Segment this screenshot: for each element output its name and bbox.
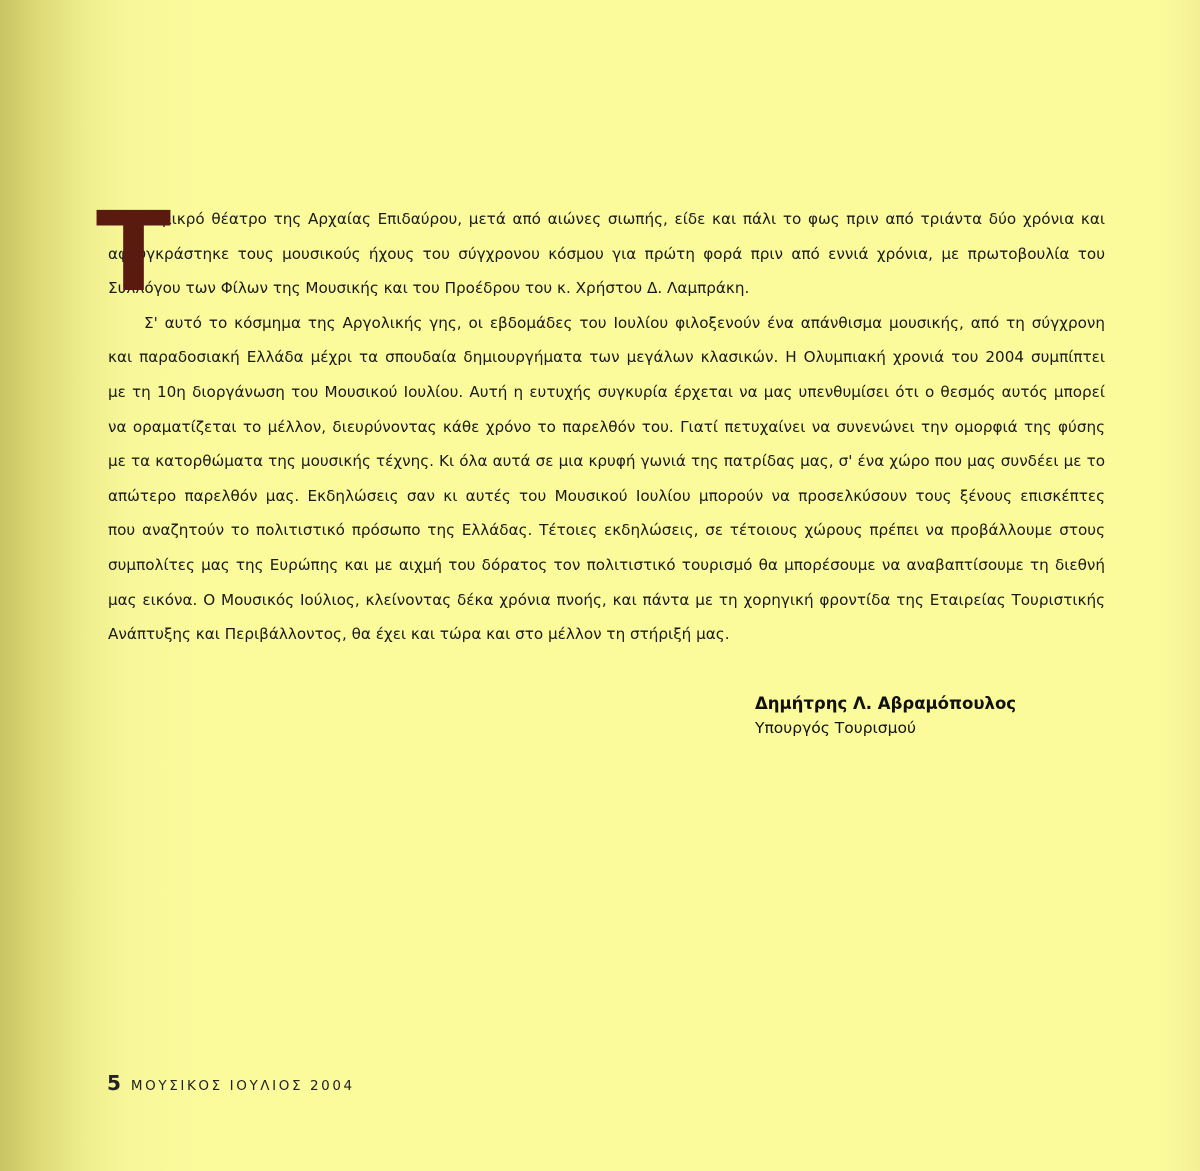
drop-cap: Τ	[96, 188, 170, 316]
paragraph-2-line-5	[108, 444, 1105, 479]
paragraph-2-line-text: που αναζητούν το πολιτιστικό πρόσωπο της Ελλάδας. Τέτοιες εκδηλώσεις, σε τέτοιους χώρους πρέπει να προβάλλουμε στους	[108, 521, 1105, 540]
paragraph-1-first-line-text: ο μικρό θέατρο της Αρχαίας Επιδαύρου, μετά από αιώνες σιωπής, είδε και πάλι το φως πριν από τριάντα δύο χρόνια και	[146, 210, 1105, 228]
paragraph-2-line-2	[108, 340, 1105, 375]
paragraph-1-line-3: Συλλόγου των Φίλων της Μουσικής και του Προέδρου του κ. Χρήστου Δ. Λαμπράκη.	[108, 279, 750, 298]
page-number: 5	[107, 1071, 121, 1095]
paragraph-2-line-text: με τη 10η διοργάνωση του Μουσικού Ιουλίου. Αυτή η ευτυχής συγκυρία έρχεται να μας υπενθυμίσει ότι ο θεσμός αυτός μπορεί	[108, 382, 1105, 401]
paragraph-2-line-4	[108, 410, 1105, 445]
paragraph-2-line-text: απώτερο παρελθόν μας. Εκδηλώσεις σαν κι αυτές του Μουσικού Ιουλίου μπορούν να προσελκύσουν τους ξένους επισκέπτες	[108, 486, 1105, 505]
signature-block	[755, 694, 1016, 737]
paragraph-2-line-text: με τα κατορθώματα της μουσικής τέχνης. Κι όλα αυτά σε μια κρυφή γωνιά της πατρίδας μας, σ' ένα χώρο που μας συνδέει με το	[108, 452, 1105, 471]
paragraph-2-line-text: και παραδοσιακή Ελλάδα μέχρι τα σπουδαία δημιουργήματα των μεγάλων κλασικών. Η Ολυμπιακή χρονιά του 2004 συμπίπτει	[108, 348, 1105, 367]
paragraph-2-line-9	[108, 583, 1105, 618]
paragraph-2-line-6	[108, 479, 1105, 514]
paragraph-2-line-text: να οραματίζεται το μέλλον, διευρύνοντας κάθε χρόνο το παρελθόν του. Γιατί πετυχαίνει να συνενώνει την ομορφιά της φύσης	[108, 417, 1105, 436]
paragraph-2-line-text: συμπολίτες μας της Ευρώπης και με αιχμή του δόρατος τον πολιτιστικό τουρισμό θα μπορέσουμε να αναβαπτίσουμε τη διεθνή	[108, 555, 1105, 574]
signature-name: Δημήτρης Λ. Αβραμόπουλος	[755, 694, 1017, 713]
paragraph-2-line-7	[108, 513, 1105, 548]
paragraph-1	[96, 142, 1105, 316]
paragraph-2-line-10: Ανάπτυξης και Περιβάλλοντος, θα έχει και τώρα και στο μέλλον τη στήριξή μας.	[108, 625, 730, 644]
body-text	[96, 142, 1105, 652]
paragraph-2-line-8	[108, 548, 1105, 583]
paragraph-2-line-text: μας εικόνα. Ο Μουσικός Ιούλιος, κλείνοντας δέκα χρόνια πνοής, και πάντα με τη χορηγική φροντίδα της Εταιρείας Τουριστικής	[108, 590, 1105, 609]
paragraph-1-line-text: αφουγκράστηκε τους μουσικούς ήχους του σύγχρονου κόσμου για πρώτη φορά πριν από εννιά χρόνια, με πρωτοβουλία του	[108, 244, 1105, 263]
publication-title: ΜΟΥΣΙΚΟΣ ΙΟΥΛΙΟΣ 2004	[130, 1078, 355, 1094]
paragraph-2-line-text: Σ' αυτό το κόσμημα της Αργολικής γης, οι εβδομάδες του Ιουλίου φιλοξενούν ένα απάνθισμα μουσικής, από τη σύγχρονη	[144, 313, 1105, 332]
page-footer	[107, 1071, 355, 1095]
paragraph-1-line-2	[108, 237, 1105, 272]
paragraph-2	[108, 306, 1105, 652]
paragraph-2-line-1	[108, 306, 1105, 341]
signature-title: Υπουργός Τουρισμού	[755, 719, 916, 737]
paragraph-2-line-3	[108, 375, 1105, 410]
